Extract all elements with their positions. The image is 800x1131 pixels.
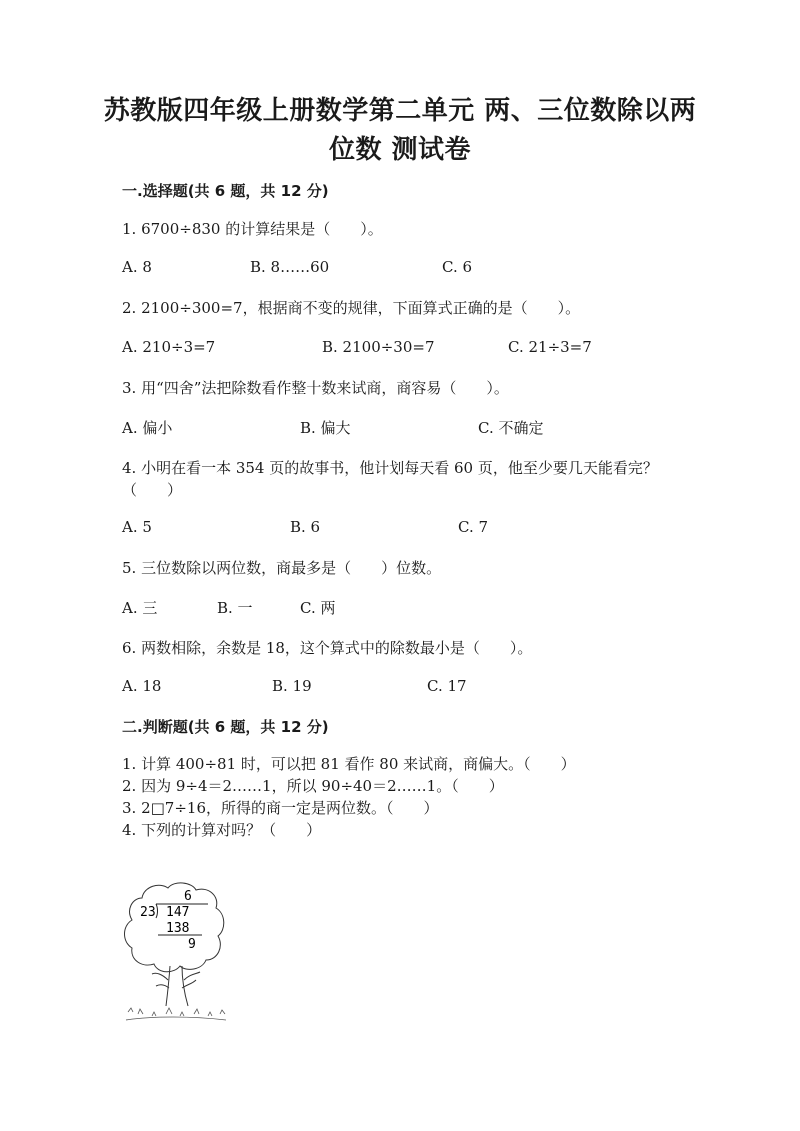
judge-item-3: 3. 2□7÷16，所得的商一定是两位数。（ ）: [122, 799, 439, 817]
division-dividend: 147: [166, 905, 190, 920]
q5-option-a: A. 三: [122, 599, 158, 617]
q1-option-c: C. 6: [442, 258, 473, 276]
tree-outline: [125, 883, 224, 1006]
q3-option-a: A. 偏小: [122, 419, 173, 437]
judge-item-2: 2. 因为 9÷4＝2……1，所以 90÷40＝2……1。（ ）: [122, 777, 504, 795]
division-divisor: 23: [140, 905, 156, 920]
division-remainder: 9: [188, 937, 196, 952]
q6-option-b: B. 19: [272, 677, 312, 695]
q2-option-b: B. 2100÷30=7: [322, 338, 435, 356]
q4-option-c: C. 7: [458, 518, 489, 536]
q6-option-a: A. 18: [122, 677, 162, 695]
judge-item-1: 1. 计算 400÷81 时，可以把 81 看作 80 来试商，商偏大。（ ）: [122, 755, 576, 773]
question-5: 5. 三位数除以两位数，商最多是（ ）位数。: [122, 559, 442, 577]
q4-option-b: B. 6: [290, 518, 321, 536]
question-6: 6. 两数相除，余数是 18，这个算式中的除数最小是（ ）。: [122, 639, 533, 657]
section-2-heading: 二.判断题(共 6 题，共 12 分): [122, 718, 329, 736]
q5-option-b: B. 一: [217, 599, 253, 617]
q2-option-c: C. 21÷3=7: [508, 338, 592, 356]
question-4: 4. 小明在看一本 354 页的故事书，他计划每天看 60 页，他至少要几天能看完？（ ）: [122, 459, 658, 499]
q1-option-b: B. 8……60: [250, 258, 330, 276]
q5-option-c: C. 两: [300, 599, 336, 617]
section-1-heading: 一.选择题(共 6 题，共 12 分): [122, 182, 329, 200]
tree-division-figure: [122, 880, 232, 1030]
q1-option-a: A. 8: [122, 258, 152, 276]
title-line-1: 苏教版四年级上册数学第二单元 两、三位数除以两: [103, 96, 697, 126]
division-product: 138: [166, 921, 190, 936]
judge-item-4: 4. 下列的计算对吗？（ ）: [122, 821, 322, 839]
question-2: 2. 2100÷300=7，根据商不变的规律，下面算式正确的是（ ）。: [122, 299, 581, 317]
question-1: 1. 6700÷830 的计算结果是（ ）。: [122, 220, 383, 238]
page-title: [90, 92, 710, 170]
question-3: 3. 用“四舍”法把除数看作整十数来试商，商容易（ ）。: [122, 379, 509, 397]
q2-option-a: A. 210÷3=7: [122, 338, 216, 356]
q6-option-c: C. 17: [427, 677, 467, 695]
title-line-2: 位数 测试卷: [328, 135, 472, 165]
q4-option-a: A. 5: [122, 518, 152, 536]
ground-grass: [126, 1008, 226, 1020]
q3-option-c: C. 不确定: [478, 419, 544, 437]
division-quotient: 6: [184, 889, 192, 904]
q3-option-b: B. 偏大: [300, 419, 351, 437]
